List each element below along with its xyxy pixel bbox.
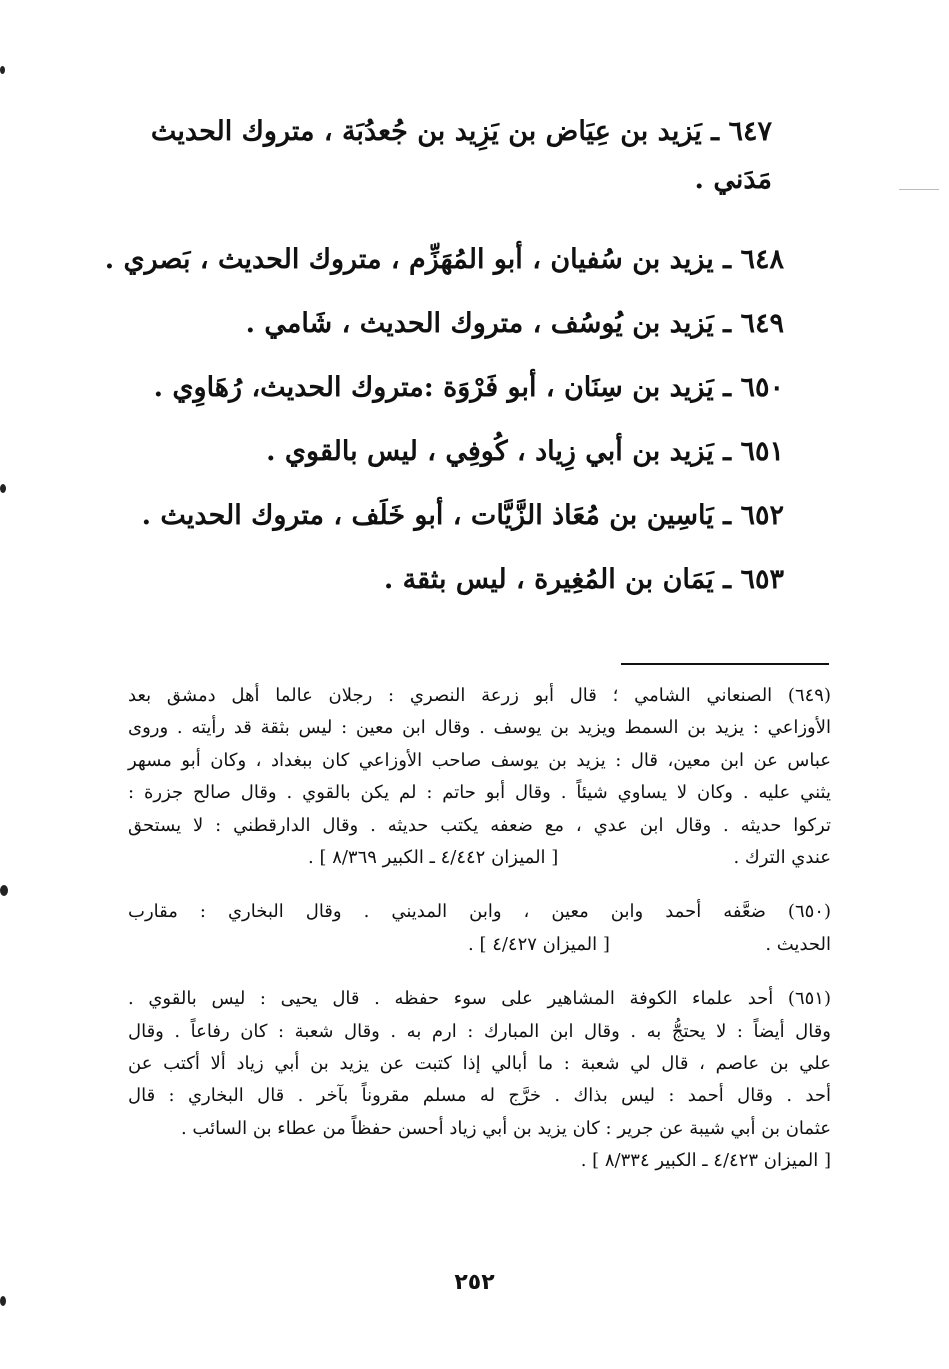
footnote-line: (٦٥٠) ضعَّفه أحمد وابن معين ، وابن المديني . وقال البخاري : مقارب	[128, 901, 831, 923]
scan-dot	[0, 66, 5, 74]
footnote-line: عباس عن ابن معين، قال : يزيد بن يوسف صاحب الأوزاعي كان ببغداد ، وكان أبو مسهر	[128, 749, 831, 771]
entry-652: ٦٥٢ ـ يَاسِين بن مُعَاذ الزَّيَّات ، أبو خَلَف ، متروك الحديث .	[141, 500, 784, 531]
footnote-line: عثمان بن أبي شيبة عن جرير : كان يزيد بن أبي زياد أحسن حفظاً من عطاء بن السائب .	[180, 1117, 831, 1139]
footnote-line: يثني عليه . وكان لا يساوي شيئاً . وقال أبو حاتم : لم يكن بالقوي . وقال صالح جزرة :	[128, 782, 831, 804]
footnote-line: تركوا حديثه . وقال ابن عدي ، مع ضعفه يكتب حديثه . وقال الدارقطني : لا يستحق	[128, 814, 831, 836]
footnote-line: (٦٥١) أحد علماء الكوفة المشاهير على سوء حفظه . قال يحيى : ليس بالقوي .	[128, 988, 831, 1010]
entry-651: ٦٥١ ـ يَزيد بن أبي زِياد ، كُوفِي ، ليس بالقوي .	[266, 436, 784, 467]
scan-artifact-line	[899, 189, 939, 190]
footnote-ref-line	[128, 842, 831, 874]
footnotes	[128, 680, 831, 1200]
entry-647: ٦٤٧ ـ يَزيد بن عِيَاض بن يَزِيد بن جُعدُبَة ، متروك الحديث مَدَني .	[150, 116, 772, 195]
footnote-reference: [ الميزان ٤/٤٢٣ ـ الكبير ٨/٣٣٤ ] .	[580, 1150, 831, 1172]
footnote-line: عندي الترك .	[733, 847, 831, 869]
footnote-650	[128, 896, 831, 961]
footnote-line: وقال أيضاً : لا يحتجُّ به . وقال ابن المبارك : ارم به . وقال شعبة : كان رفاعاً . وقال	[128, 1020, 831, 1042]
entries-list	[104, 108, 784, 620]
scan-dot	[0, 484, 6, 493]
entry-653: ٦٥٣ ـ يَمَان بن المُغِيرة ، ليس بثقة .	[383, 564, 784, 595]
footnote-line: الأوزاعي : يزيد بن السمط ويزيد بن يوسف . وقال ابن معين : ليس بثقة قد رأيته . وروى	[128, 717, 831, 739]
footnote-line: الحديث .	[765, 933, 831, 955]
scan-dot	[0, 1296, 6, 1306]
page-number: ٢٥٢	[454, 1270, 495, 1295]
footnote-line: علي بن عاصم ، قال لي شعبة : ما أبالي إذا كتبت عن يزيد بن أبي زياد ألا أكتب عن	[128, 1053, 831, 1075]
footnote-divider	[621, 663, 829, 665]
footnote-line: (٦٤٩) الصنعاني الشامي ؛ قال أبو زرعة النصري : رجلان عالما أهل دمشق بعد	[128, 685, 831, 706]
scan-dot	[0, 885, 8, 896]
entry-648: ٦٤٨ ـ يزيد بن سُفيان ، أبو المُهَزِّم ، متروك الحديث ، بَصري .	[104, 244, 784, 275]
entry-649: ٦٤٩ ـ يَزيد بن يُوسُف ، متروك الحديث ، شَامي .	[245, 308, 784, 339]
footnote-reference: [ الميزان ٤/٤٤٢ ـ الكبير ٨/٣٦٩ ] .	[308, 847, 559, 869]
footnote-651	[128, 983, 831, 1177]
footnote-ref-line	[128, 929, 831, 961]
footnote-reference: [ الميزان ٤/٤٢٧ ] .	[468, 933, 610, 955]
footnote-line: أحد . وقال أحمد : ليس بذاك . خرَّج له مسلم مقروناً بآخر . قال البخاري : قال	[128, 1085, 831, 1107]
entry-650: ٦٥٠ ـ يَزيد بن سِنَان ، أبو فَرْوَة :متروك الحديث، رُهَاوِي .	[153, 372, 784, 403]
footnote-649	[128, 680, 831, 874]
